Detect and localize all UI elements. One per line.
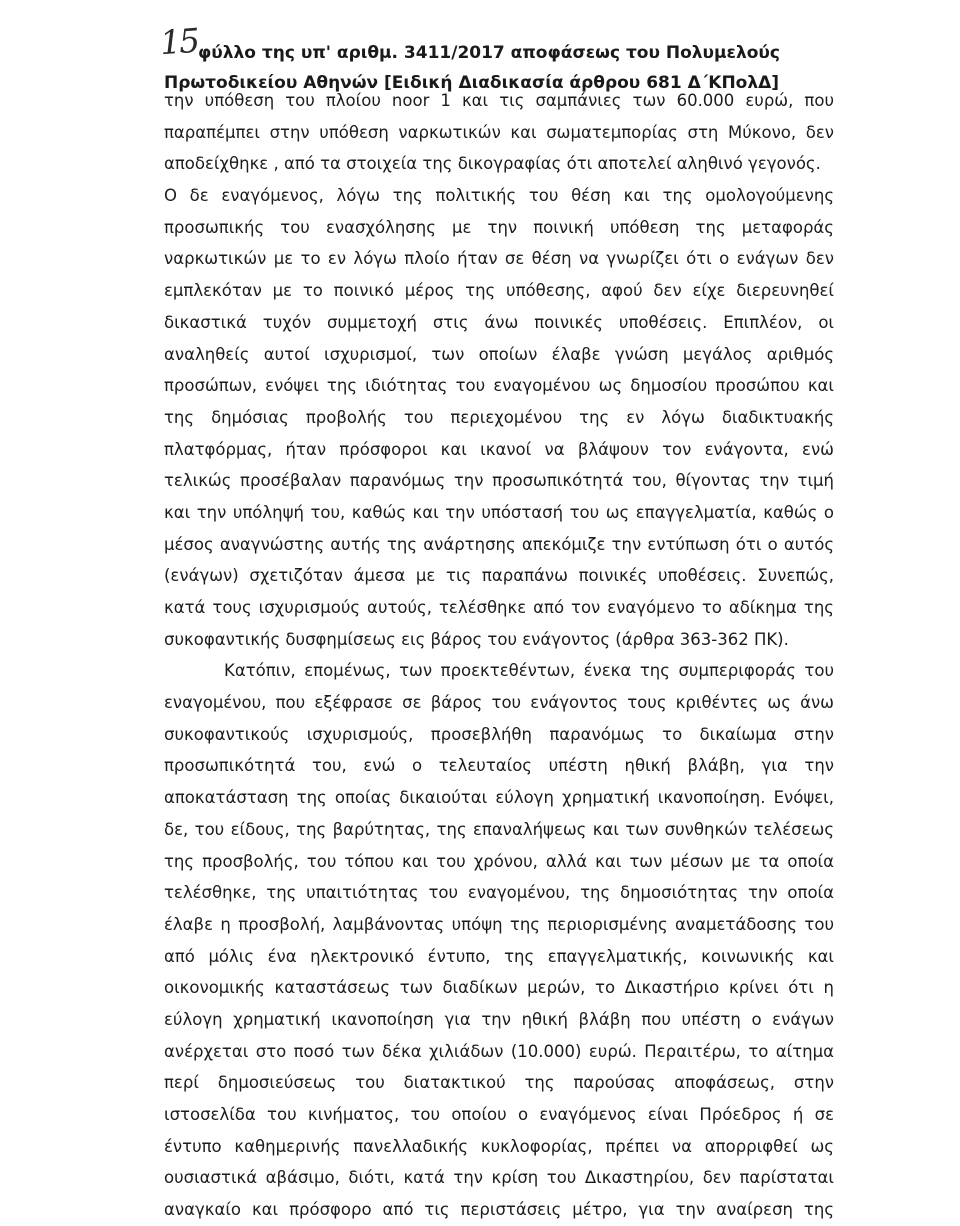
text-line: περί δημοσιεύσεως του διατακτικού της παρούσας αποφάσεως, στην xyxy=(164,1073,834,1093)
text-line: ναρκωτικών με το εν λόγω πλοίο ήταν σε θέση να γνωρίζει ότι ο ενάγων δεν xyxy=(164,249,834,269)
text-line: της προσβολής, του τόπου και του χρόνου, αλλά και των μέσων με τα οποία xyxy=(164,851,834,871)
text-line: συκοφαντικούς ισχυρισμούς, προσεβλήθη παρανόμως το δικαίωμα στην xyxy=(164,724,834,744)
text-line: της δημόσιας προβολής του περιεχομένου της εν λόγω διαδικτυακής xyxy=(164,407,834,427)
text-line: ιστοσελίδα του κινήματος, του οποίου ο εναγόμενος είναι Πρόεδρος ή σε xyxy=(164,1105,834,1124)
text-line: τελέσθηκε, της υπαιτιότητας του εναγομένου, της δημοσιότητας την οποία xyxy=(164,883,834,903)
text-line: την υπόθεση του πλοίου noor 1 και τις σαμπάνιες των 60.000 ευρώ, που xyxy=(164,91,834,110)
text-line: έντυπο καθημερινής πανελλαδικής κυκλοφορίας, πρέπει να απορριφθεί ως xyxy=(164,1136,834,1156)
text-line: Κατόπιν, επομένως, των προεκτεθέντων, ένεκα της συμπεριφοράς του xyxy=(224,661,834,681)
text-line: προσωπικότητά του, ενώ ο τελευταίος υπέστη ηθική βλάβη, για την xyxy=(164,756,834,776)
text-line: εμπλεκόταν με το ποινικό μέρος της υπόθεσης, αφού δεν είχε διερευνηθεί xyxy=(164,281,834,301)
header-line-1: φύλλο της υπ' αριθμ. 3411/2017 αποφάσεως του Πολυμελούς xyxy=(198,43,780,63)
text-line: έλαβε η προσβολή, λαμβάνοντας υπόψη της περιορισμένης αναμετάδοσης του xyxy=(164,914,834,934)
handwritten-page-number: 15 xyxy=(158,20,200,63)
text-line: παραπέμπει στην υπόθεση ναρκωτικών και σωματεμπορίας στη Μύκονο, δεν xyxy=(164,122,834,142)
text-line: οικονομικής καταστάσεως των διαδίκων μερών, το Δικαστήριο κρίνει ότι η xyxy=(164,978,834,998)
text-line: ουσιαστικά αβάσιμο, διότι, κατά την κρίση του Δικαστηρίου, δεν παρίσταται xyxy=(164,1168,834,1188)
text-line: κατά τους ισχυρισμούς αυτούς, τελέσθηκε από τον εναγόμενο το αδίκημα της xyxy=(164,598,834,617)
text-line: από μόλις ένα ηλεκτρονικό έντυπο, της επαγγελματικής, κοινωνικής και xyxy=(164,946,834,966)
text-line: αποδείχθηκε , από τα στοιχεία της δικογραφίας ότι αποτελεί αληθινό γεγονός. xyxy=(164,154,821,174)
text-line: αναληθείς αυτοί ισχυρισμοί, των οποίων έλαβε γνώση μεγάλος αριθμός xyxy=(164,344,834,364)
text-line: δε, του είδους, της βαρύτητας, της επαναλήψεως και των συνθηκών τελέσεως xyxy=(164,819,834,839)
text-line: Ο δε εναγόμενος, λόγω της πολιτικής του θέση και της ομολογούμενης xyxy=(164,186,834,206)
text-line: και την υπόληψή του, καθώς και την υπόστασή του ως επαγγελματία, καθώς ο xyxy=(164,502,834,522)
text-line: ανέρχεται στο ποσό των δέκα χιλιάδων (10.000) ευρώ. Περαιτέρω, το αίτημα xyxy=(164,1041,834,1061)
text-line: εύλογη χρηματική ικανοποίηση για την ηθική βλάβη που υπέστη ο ενάγων xyxy=(164,1009,834,1029)
text-line: προσώπων, ενόψει της ιδιότητας του εναγομένου ως δημοσίου προσώπου και xyxy=(164,376,834,396)
text-line: πλατφόρμας, ήταν πρόσφοροι και ικανοί να βλάψουν τον ενάγοντα, ενώ xyxy=(164,439,834,459)
text-line: δικαστικά τυχόν συμμετοχή στις άνω ποινικές υποθέσεις. Επιπλέον, οι xyxy=(164,312,834,332)
text-line: (ενάγων) σχετιζόταν άμεσα με τις παραπάνω ποινικές υποθέσεις. Συνεπώς, xyxy=(164,566,834,586)
document-body xyxy=(164,85,834,1226)
text-line: αναγκαίο και πρόσφορο από τις περιστάσεις μέτρο, για την αναίρεση της xyxy=(164,1200,834,1220)
text-line: προσωπικής του ενασχόλησης με την ποινική υπόθεση της μεταφοράς xyxy=(164,217,834,237)
text-line: εναγομένου, που εξέφρασε σε βάρος του ενάγοντος τους κριθέντες ως άνω xyxy=(164,693,834,713)
text-line: συκοφαντικής δυσφημίσεως εις βάρος του ενάγοντος (άρθρα 363-362 ΠΚ). xyxy=(164,629,789,649)
text-line: τελικώς προσέβαλαν παρανόμως την προσωπικότητά του, θίγοντας την τιμή xyxy=(164,471,834,491)
text-line: αποκατάσταση της οποίας δικαιούται εύλογη χρηματική ικανοποίηση. Ενόψει, xyxy=(164,788,834,808)
text-line: μέσος αναγνώστης αυτής της ανάρτησης απεκόμιζε την εντύπωση ότι ο αυτός xyxy=(164,534,834,554)
header-line-2: Πρωτοδικείου Αθηνών [Ειδική Διαδικασία άρθρου 681 Δ΄ΚΠολΔ] xyxy=(164,73,780,93)
